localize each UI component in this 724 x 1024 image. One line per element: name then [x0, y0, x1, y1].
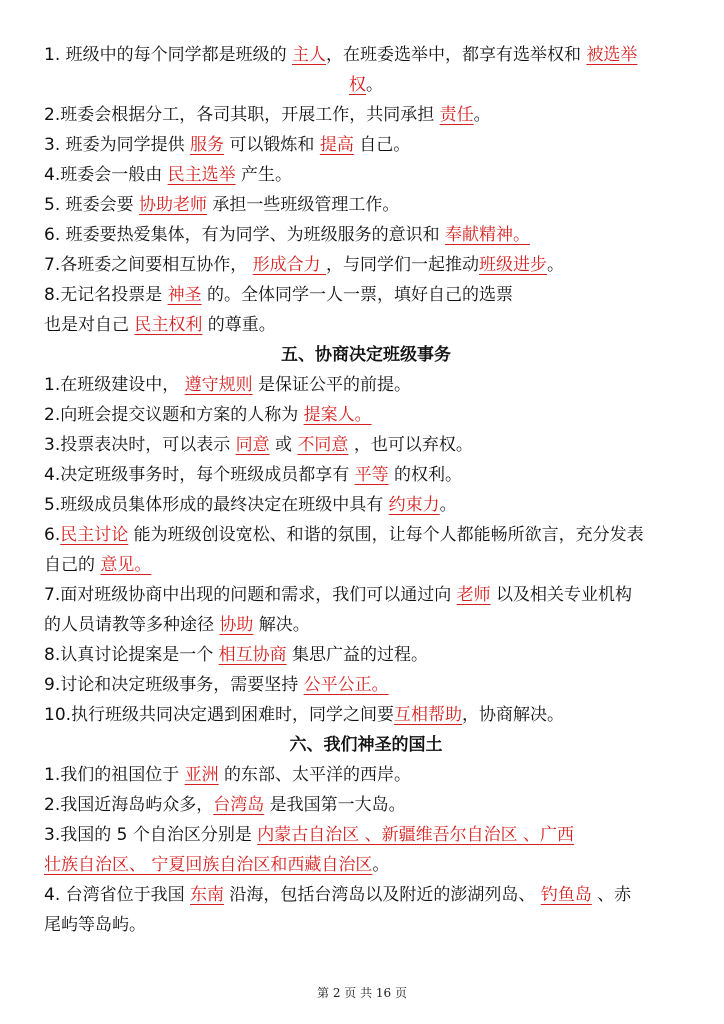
prompt-text: 5.班级成员集体形成的最终决定在班级中具有 [44, 495, 389, 515]
answer-text: 老师 [456, 585, 491, 605]
prompt-text: 解决。 [253, 615, 310, 635]
answer-text: 民主讨论 [60, 525, 129, 545]
question-line [44, 790, 688, 820]
answer-text: 同意 [235, 435, 270, 455]
answer-text: 意见。 [100, 555, 152, 575]
answer-text: 提高 [319, 135, 354, 155]
question-line [44, 910, 688, 940]
answer-text: 遵守规则 [184, 375, 253, 395]
answer-text: 民主选举 [167, 165, 236, 185]
prompt-text: 8.认真讨论提案是一个 [44, 645, 219, 665]
prompt-text: 。 [547, 255, 565, 275]
prompt-text: 自己的 [44, 555, 101, 575]
prompt-text: 。 [366, 75, 383, 95]
answer-text: 责任 [439, 105, 474, 125]
question-line [44, 280, 688, 310]
prompt-text: 3.投票表决时，可以表示 [44, 435, 236, 455]
question-line [44, 160, 688, 190]
question-line [44, 400, 688, 430]
question-line [44, 640, 688, 670]
prompt-text: 、赤 [591, 885, 632, 905]
prompt-text: 的尊重。 [202, 315, 276, 335]
prompt-text: 3.我国的 5 个自治区分别是 [44, 825, 258, 845]
question-line [44, 190, 688, 220]
question-line [44, 250, 688, 280]
prompt-text: 的东部、太平洋的西岸。 [218, 765, 412, 785]
answer-text: 相互协商 [218, 645, 287, 665]
question-line [44, 370, 688, 400]
answer-text: 亚洲 [184, 765, 219, 785]
answer-text: 台湾岛 [213, 795, 265, 815]
answer-text: 被选举 [586, 45, 638, 65]
prompt-text: 1. 班级中的每个同学都是班级的 [44, 45, 293, 65]
answer-text: 约束力 [388, 495, 440, 515]
answer-text: 主人 [292, 45, 327, 65]
prompt-text: 1.我们的祖国位于 [44, 765, 185, 785]
answer-text: 平等 [354, 465, 389, 485]
question-line [44, 760, 688, 790]
question-line [44, 430, 688, 460]
answer-text: 不同意 [297, 435, 349, 455]
question-line [44, 610, 688, 640]
prompt-text: 2.我国近海岛屿众多， [44, 795, 214, 815]
prompt-text: 10.执行班级共同决定遇到困难时，同学之间要 [44, 705, 395, 725]
question-line [44, 100, 688, 130]
prompt-text: 六、我们神圣的国土 [289, 735, 443, 755]
prompt-text: 7.各班委之间要相互协作， [44, 255, 253, 275]
answer-text: 公平公正。 [303, 675, 389, 695]
prompt-text: 承担一些班级管理工作。 [207, 195, 400, 215]
prompt-text: ，在班委选举中，都享有选举权和 [326, 45, 587, 65]
prompt-text: ，与同学们一起推动 [326, 255, 480, 275]
prompt-text: 9.讨论和决定班级事务，需要坚持 [44, 675, 304, 695]
answer-text: 民主权利 [134, 315, 203, 335]
prompt-text: 集思广益的过程。 [286, 645, 429, 665]
question-line [44, 220, 688, 250]
answer-text: 权 [349, 75, 366, 95]
prompt-text: 也是对自己 [44, 315, 135, 335]
prompt-text: 2.向班会提交议题和方案的人称为 [44, 405, 304, 425]
answer-text: 协助 [219, 615, 254, 635]
prompt-text: 1.在班级建设中， [44, 375, 185, 395]
prompt-text: 以及相关专业机构 [490, 585, 633, 605]
prompt-text: 可以锻炼和 [224, 135, 320, 155]
prompt-text: 产生。 [235, 165, 293, 185]
answer-text: 钓鱼岛 [540, 885, 592, 905]
answer-text: 互相帮助 [394, 705, 463, 725]
answer-text: 奉献精神。 [445, 225, 531, 245]
question-line [44, 460, 688, 490]
page-footer: 第 2 页 共 16 页 [317, 986, 407, 1000]
prompt-text: 。 [439, 495, 457, 515]
question-line [44, 490, 688, 520]
prompt-text: 的人员请教等多种途径 [44, 615, 220, 635]
prompt-text: 4.班委会一般由 [44, 165, 168, 185]
prompt-text: 能为班级创设宽松、和谐的氛围，让每个人都能畅所欲言，充分发表 [128, 525, 644, 545]
question-line [44, 880, 688, 910]
prompt-text: 是保证公平的前提。 [252, 375, 412, 395]
prompt-text: 五、协商决定班级事务 [281, 345, 451, 365]
section-heading [44, 340, 688, 370]
answer-text: 神圣 [167, 285, 202, 305]
prompt-text: 6. 班委要热爱集体，有为同学、为班级服务的意识和 [44, 225, 446, 245]
prompt-text: 4. 台湾省位于我国 [44, 885, 191, 905]
question-line [44, 70, 688, 100]
answer-text: 形成合力 [252, 255, 327, 275]
answer-text: 东南 [190, 885, 225, 905]
prompt-text: ，协商解决。 [462, 705, 565, 725]
question-line [44, 820, 688, 850]
prompt-text: 4.决定班级事务时，每个班级成员都享有 [44, 465, 355, 485]
prompt-text: 8.无记名投票是 [44, 285, 168, 305]
prompt-text: 。 [473, 105, 491, 125]
document-body [44, 40, 688, 940]
section-heading [44, 730, 688, 760]
prompt-text: 是我国第一大岛。 [264, 795, 406, 815]
prompt-text: 沿海，包括台湾岛以及附近的澎湖列岛、 [224, 885, 541, 905]
answer-text: 班级进步 [479, 255, 548, 275]
answer-text: 提案人。 [303, 405, 372, 425]
prompt-text: 6. [44, 525, 61, 545]
prompt-text: 或 [269, 435, 298, 455]
answer-text: 壮族自治区、 宁夏回族自治区和西藏自治区 [44, 855, 373, 875]
answer-text: 服务 [190, 135, 225, 155]
question-line [44, 580, 688, 610]
question-line [44, 850, 688, 880]
prompt-text: 尾屿等岛屿。 [44, 915, 146, 935]
prompt-text: 2.班委会根据分工，各司其职，开展工作，共同承担 [44, 105, 440, 125]
question-line [44, 700, 688, 730]
question-line [44, 520, 688, 550]
prompt-text: 5. 班委会要 [44, 195, 140, 215]
question-line [44, 130, 688, 160]
prompt-text: ，也可以弃权。 [348, 435, 473, 455]
prompt-text: 的。全体同学一人一票，填好自己的选票 [201, 285, 514, 305]
prompt-text: 的权利。 [388, 465, 463, 485]
prompt-text: 自己。 [353, 135, 411, 155]
prompt-text: 。 [372, 855, 390, 875]
question-line [44, 310, 688, 340]
answer-text: 内蒙古自治区 、新疆维吾尔自治区 、广西 [257, 825, 575, 845]
answer-text: 协助老师 [139, 195, 208, 215]
question-line [44, 550, 688, 580]
question-line [44, 40, 688, 70]
prompt-text: 7.面对班级协商中出现的问题和需求，我们可以通过向 [44, 585, 457, 605]
question-line [44, 670, 688, 700]
prompt-text: 3. 班委为同学提供 [44, 135, 191, 155]
